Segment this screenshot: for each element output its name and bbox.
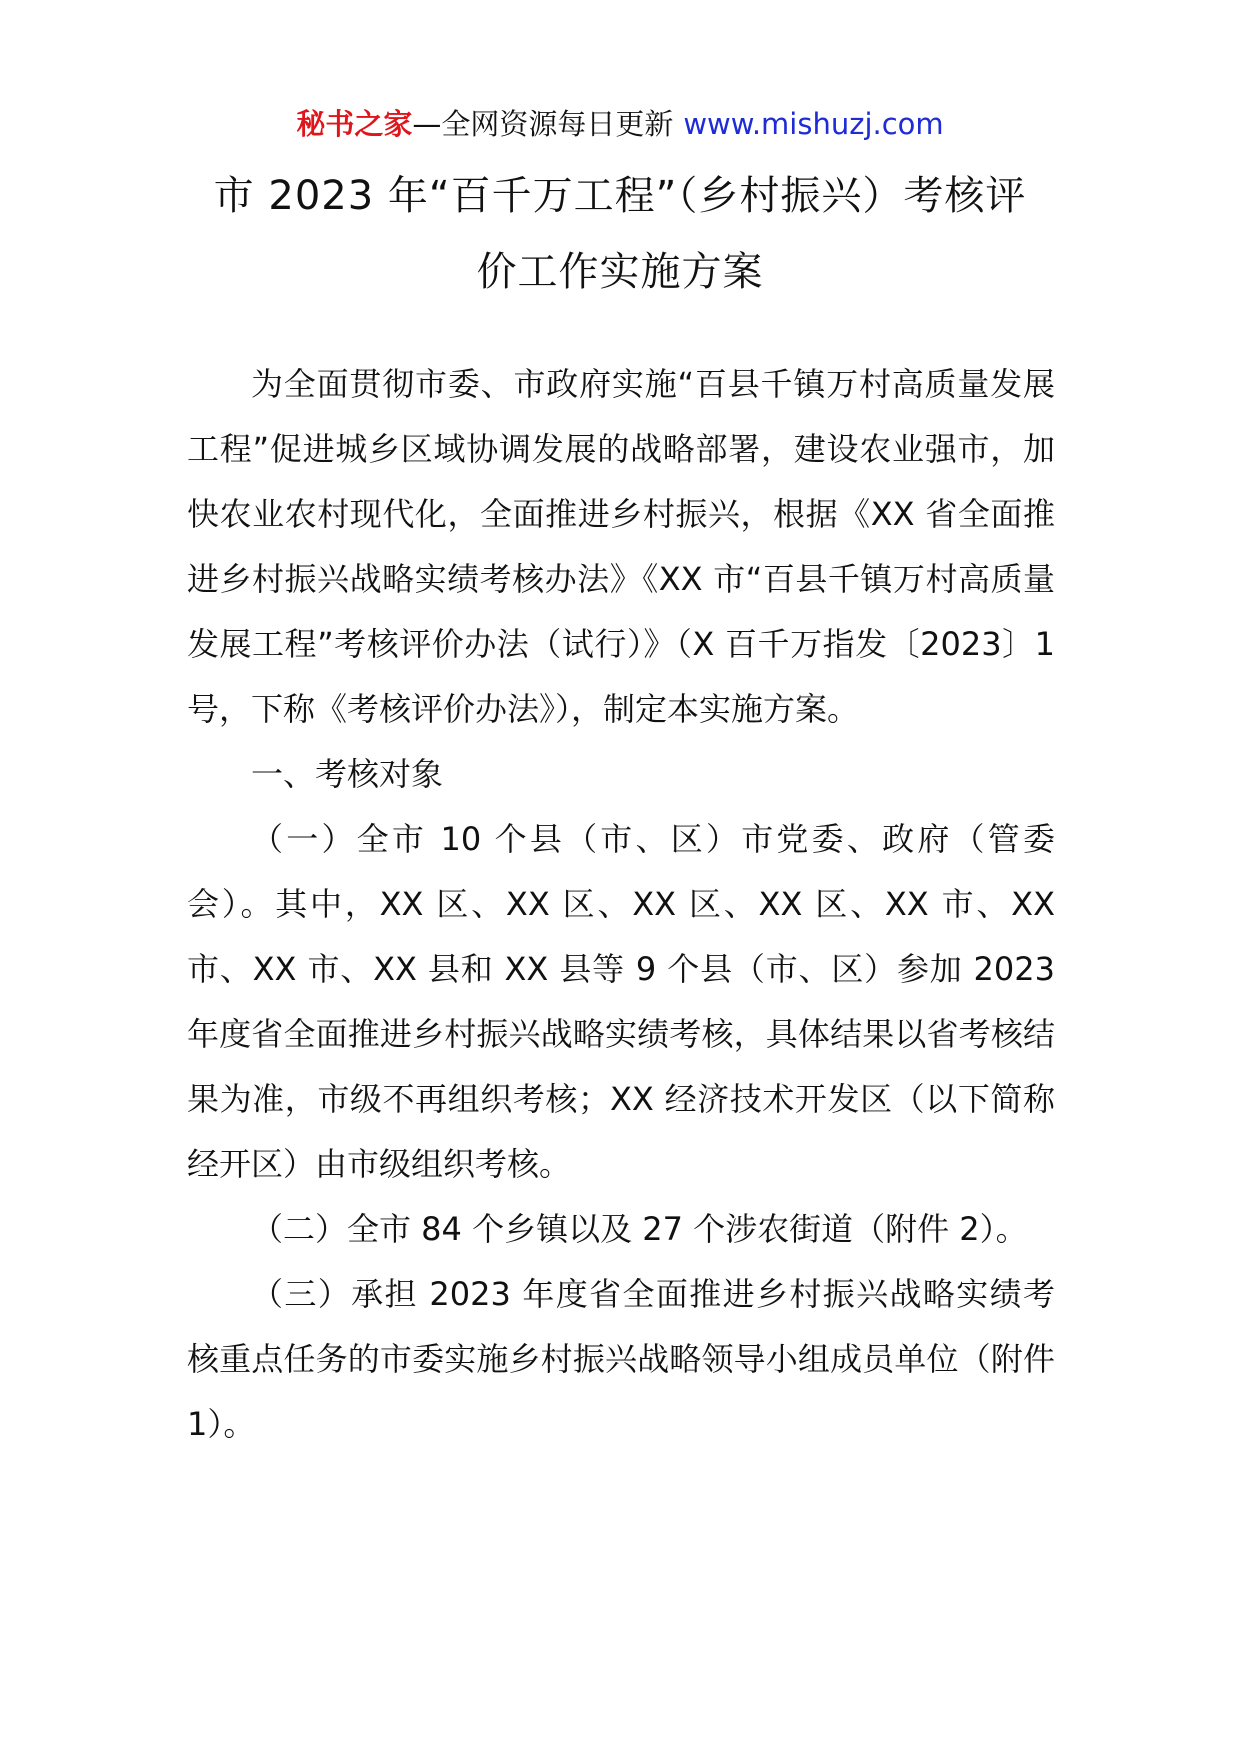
watermark-header bbox=[0, 102, 1240, 146]
body-paragraph: （二）全市 84 个乡镇以及 27 个涉农街道（附件 2）。 bbox=[251, 1210, 1028, 1248]
body-paragraph: （三）承担 2023 年度省全面推进乡村振兴战略实绩考核重点任务的市委实施乡村振兴战略领导小组成员单位（附件 1）。 bbox=[187, 1275, 1055, 1443]
title-line-1: 市 2023 年“百千万工程”（乡村振兴）考核评 bbox=[213, 173, 1027, 219]
brand-slogan: —全网资源每日更新 bbox=[412, 107, 674, 141]
intro-paragraph: 为全面贯彻市委、市政府实施“百县千镇万村高质量发展工程”促进城乡区域协调发展的战略部署，建设农业强市，加快农业农村现代化，全面推进乡村振兴，根据《XX 省全面推进乡村振兴战略实绩考核办法》《XX 市“百县千镇万村高质量发展工程”考核评价办法（试行）》（X 百千万指发〔2023〕1 号，下称《考核评价办法》），制定本实施方案。 bbox=[187, 365, 1055, 728]
document-title bbox=[150, 158, 1090, 310]
section-heading: 一、考核对象 bbox=[251, 755, 444, 793]
website-link[interactable]: www.mishuzj.com bbox=[683, 107, 944, 141]
document-body bbox=[187, 352, 1055, 1457]
title-line-2: 价工作实施方案 bbox=[476, 249, 764, 295]
brand-name: 秘书之家 bbox=[296, 107, 413, 141]
body-paragraph: （一）全市 10 个县（市、区）市党委、政府（管委会）。其中，XX 区、XX 区、XX 区、XX 区、XX 市、XX 市、XX 市、XX 县和 XX 县等 9 个县（市、区）参加 2023 年度省全面推进乡村振兴战略实绩考核，具体结果以省考核结果为准，市级不再组织考核；XX 经济技术开发区（以下简称经开区）由市级组织考核。 bbox=[187, 820, 1055, 1183]
